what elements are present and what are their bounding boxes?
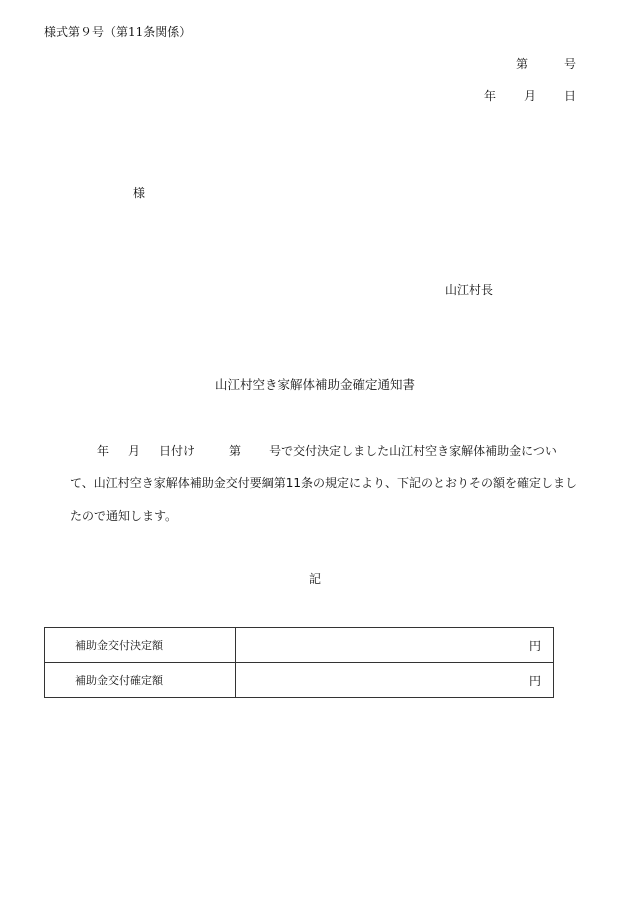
body-dai: 第	[229, 444, 242, 458]
confirmed-amount-label: 補助金交付確定額	[45, 663, 236, 698]
date-month: 月	[524, 89, 537, 103]
addressee: 様	[133, 186, 146, 200]
body-month: 月	[128, 444, 141, 458]
body-line1-rest: 号で交付決定しました山江村空き家解体補助金につい	[269, 444, 557, 458]
decided-amount-label: 補助金交付決定額	[45, 628, 236, 663]
body-line-3: たので通知します。	[70, 509, 178, 523]
form-number: 様式第９号（第11条関係）	[44, 25, 192, 39]
table-row	[45, 628, 554, 663]
date-year: 年	[484, 89, 497, 103]
ki-label: 記	[308, 572, 321, 586]
body-year: 年	[97, 444, 110, 458]
date-day: 日	[564, 89, 577, 103]
document-number	[516, 58, 576, 70]
body-line-1	[97, 445, 557, 457]
doc-number-go: 号	[564, 57, 577, 71]
document-date	[484, 90, 576, 102]
decided-amount-value: 円	[236, 628, 554, 663]
doc-number-dai: 第	[516, 57, 529, 71]
sender: 山江村長	[445, 283, 494, 297]
confirmed-amount-value: 円	[236, 663, 554, 698]
document-title: 山江村空き家解体補助金確定通知書	[214, 377, 415, 392]
body-line-2: て、山江村空き家解体補助金交付要綱第11条の規定により、下記のとおりその額を確定しまし	[70, 476, 578, 490]
amount-table	[44, 627, 554, 698]
table-row	[45, 663, 554, 698]
body-dated: 日付け	[159, 444, 196, 458]
